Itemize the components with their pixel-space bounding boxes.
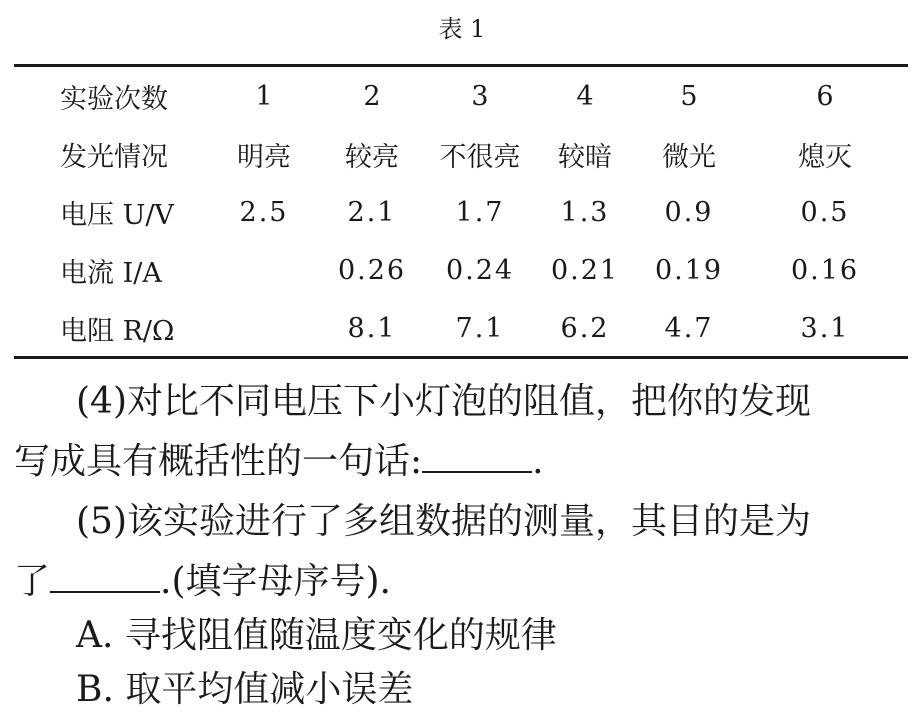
table-cell: 微光 <box>662 141 716 173</box>
table-cell: 6.2 <box>560 312 610 344</box>
question-5-suffix: .(填字母序号). <box>160 561 391 602</box>
option-b: B. 取平均值减小误差 <box>76 669 414 710</box>
option-a: A. 寻找阻值随温度变化的规律 <box>76 615 557 656</box>
answer-blank-5[interactable] <box>50 561 160 593</box>
question-4-period: . <box>532 441 544 482</box>
question-4-line-2 <box>14 438 914 486</box>
table-cell: 3.1 <box>800 312 850 344</box>
table-cell: 0.5 <box>800 196 850 228</box>
header-trial-5: 5 <box>680 80 698 112</box>
table-caption: 表 1 <box>438 15 486 43</box>
table-cell: 0.21 <box>550 254 620 286</box>
header-trial-4: 4 <box>576 80 594 112</box>
table-cell: 8.1 <box>347 312 397 344</box>
table-bottom-rule <box>14 356 908 359</box>
row-label-resistance: 电阻 R/Ω <box>60 315 175 347</box>
question-5-line-1: (5)该实验进行了多组数据的测量，其目的是为 <box>76 501 811 542</box>
table-cell: 2.1 <box>347 196 397 228</box>
table-cell-empty <box>210 241 318 299</box>
table-cell: 较暗 <box>558 141 612 173</box>
table-row-current <box>14 241 908 299</box>
table-cell: 较亮 <box>345 141 399 173</box>
header-trial-2: 2 <box>363 80 381 112</box>
table-row-voltage <box>14 183 908 241</box>
table-cell: 0.24 <box>445 254 515 286</box>
table-row-resistance <box>14 299 908 357</box>
table-cell: 不很亮 <box>439 141 521 173</box>
table-cell: 1.7 <box>455 196 505 228</box>
table-header-row <box>14 67 908 125</box>
table-row-brightness <box>14 125 908 183</box>
table-cell: 明亮 <box>237 141 291 173</box>
table-cell-empty <box>210 299 318 357</box>
table-cell: 熄灭 <box>798 141 852 173</box>
table-cell: 0.26 <box>337 254 407 286</box>
row-label-brightness: 发光情况 <box>60 141 168 173</box>
question-4-prompt: 写成具有概括性的一句话: <box>14 441 423 482</box>
row-label-current: 电流 I/A <box>60 257 162 289</box>
table-cell: 4.7 <box>664 312 714 344</box>
answer-blank-4[interactable] <box>422 441 532 473</box>
table-cell: 0.16 <box>790 254 860 286</box>
question-4-line-1: (4)对比不同电压下小灯泡的阻值，把你的发现 <box>76 381 811 422</box>
question-5-prompt: 了 <box>14 561 51 602</box>
header-trial-label: 实验次数 <box>60 83 168 115</box>
header-trial-6: 6 <box>816 80 834 112</box>
table-cell: 2.5 <box>239 196 289 228</box>
question-5-line-2 <box>14 558 914 606</box>
table-cell: 1.3 <box>560 196 610 228</box>
table-cell: 7.1 <box>455 312 505 344</box>
table-cell: 0.19 <box>654 254 724 286</box>
header-trial-3: 3 <box>471 80 489 112</box>
table-cell: 0.9 <box>664 196 714 228</box>
experiment-data-table <box>14 67 908 357</box>
row-label-voltage: 电压 U/V <box>60 199 174 231</box>
header-trial-1: 1 <box>255 80 273 112</box>
